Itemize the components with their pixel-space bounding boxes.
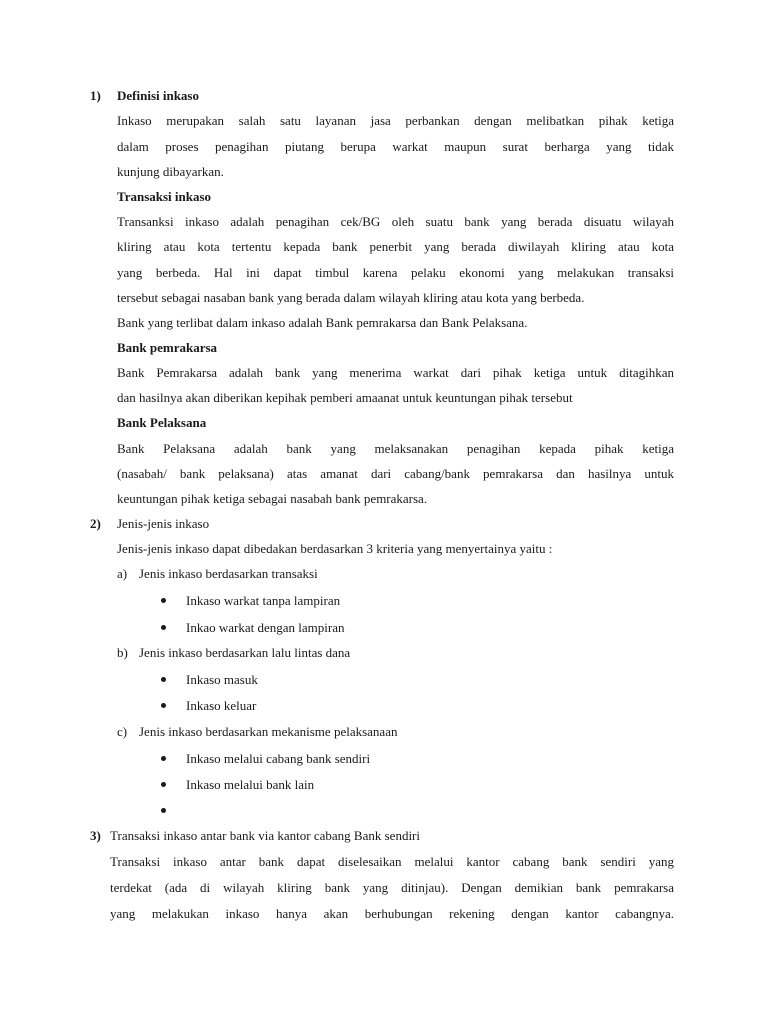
definition-line: kunjung dibayarkan.: [117, 164, 224, 179]
section-2-title: Jenis-jenis inkaso: [117, 516, 210, 531]
section-2-intro: Jenis-jenis inkaso dapat dibedakan berdasarkan 3 kriteria yang menyertainya yaitu :: [117, 541, 553, 556]
section-1-title: Definisi inkaso: [117, 88, 199, 103]
sub-label: Jenis inkaso berdasarkan lalu lintas dana: [139, 645, 351, 660]
sub-marker: c): [117, 724, 128, 739]
list-item: Inkaso melalui cabang bank sendiri: [186, 751, 371, 766]
transaksi-heading: Transaksi inkaso: [117, 189, 212, 204]
bullet-icon: [161, 703, 166, 708]
list-item: Inkaso keluar: [186, 698, 257, 713]
section-3-number: 3): [90, 828, 101, 843]
list-item: Inkaso masuk: [186, 672, 258, 687]
pemrakarsa-line: dan hasilnya akan diberikan kepihak pemberi amaanat untuk keuntungan pihak tersebut: [117, 390, 573, 405]
transaksi-line: Transanksi inkaso adalah penagihan cek/BG oleh suatu bank yang berada disuatu wilayah: [117, 214, 674, 229]
pelaksana-line: keuntungan pihak ketiga sebagai nasabah bank pemrakarsa.: [117, 491, 428, 506]
bank-terlibat-line: Bank yang terlibat dalam inkaso adalah Bank pemrakarsa dan Bank Pelaksana.: [117, 315, 528, 330]
pemrakarsa-line: Bank Pemrakarsa adalah bank yang menerima warkat dari pihak ketiga untuk ditagihkan: [117, 365, 674, 380]
bullet-icon: [161, 756, 166, 761]
bullet-icon: [161, 782, 166, 787]
transaksi-line: yang berbeda. Hal ini dapat timbul karena pelaku ekonomi yang melakukan transaksi: [117, 265, 674, 280]
definition-line: Inkaso merupakan salah satu layanan jasa perbankan dengan melibatkan pihak ketiga: [117, 113, 674, 128]
pelaksana-line: (nasabah/ bank pelaksana) atas amanat dari cabang/bank pemrakarsa dan hasilnya untuk: [117, 466, 674, 481]
section-3-line: terdekat (ada di wilayah kliring bank yang ditinjau). Dengan demikian bank pemrakarsa: [110, 880, 674, 895]
definition-line: dalam proses penagihan piutang berupa warkat maupun surat berharga yang tidak: [117, 139, 674, 154]
section-3-title: Transaksi inkaso antar bank via kantor cabang Bank sendiri: [110, 828, 421, 843]
sub-marker: b): [117, 645, 128, 660]
bullet-icon: [161, 808, 166, 813]
section-3-line: Transaksi inkaso antar bank dapat diselesaikan melalui kantor cabang bank sendiri yang: [110, 854, 674, 869]
sub-marker: a): [117, 566, 128, 581]
section-3-line: yang melakukan inkaso hanya akan berhubungan rekening dengan kantor cabangnya.: [110, 906, 674, 921]
bullet-icon: [161, 598, 166, 603]
list-item: Inkaso melalui bank lain: [186, 777, 315, 792]
pelaksana-heading: Bank Pelaksana: [117, 415, 207, 430]
sub-label: Jenis inkaso berdasarkan transaksi: [139, 566, 318, 581]
section-2-number: 2): [90, 516, 101, 531]
pemrakarsa-heading: Bank pemrakarsa: [117, 340, 218, 355]
bullet-icon: [161, 625, 166, 630]
sub-label: Jenis inkaso berdasarkan mekanisme pelaksanaan: [139, 724, 398, 739]
list-item: Inkao warkat dengan lampiran: [186, 620, 345, 635]
bullet-icon: [161, 677, 166, 682]
pelaksana-line: Bank Pelaksana adalah bank yang melaksanakan penagihan kepada pihak ketiga: [117, 441, 674, 456]
transaksi-line: kliring atau kota tertentu kepada bank penerbit yang berada diwilayah kliring atau kota: [117, 239, 674, 254]
section-1-number: 1): [90, 88, 101, 103]
list-item: Inkaso warkat tanpa lampiran: [186, 593, 341, 608]
transaksi-line: tersebut sebagai nasaban bank yang berada dalam wilayah kliring atau kota yang berbeda.: [117, 290, 585, 305]
